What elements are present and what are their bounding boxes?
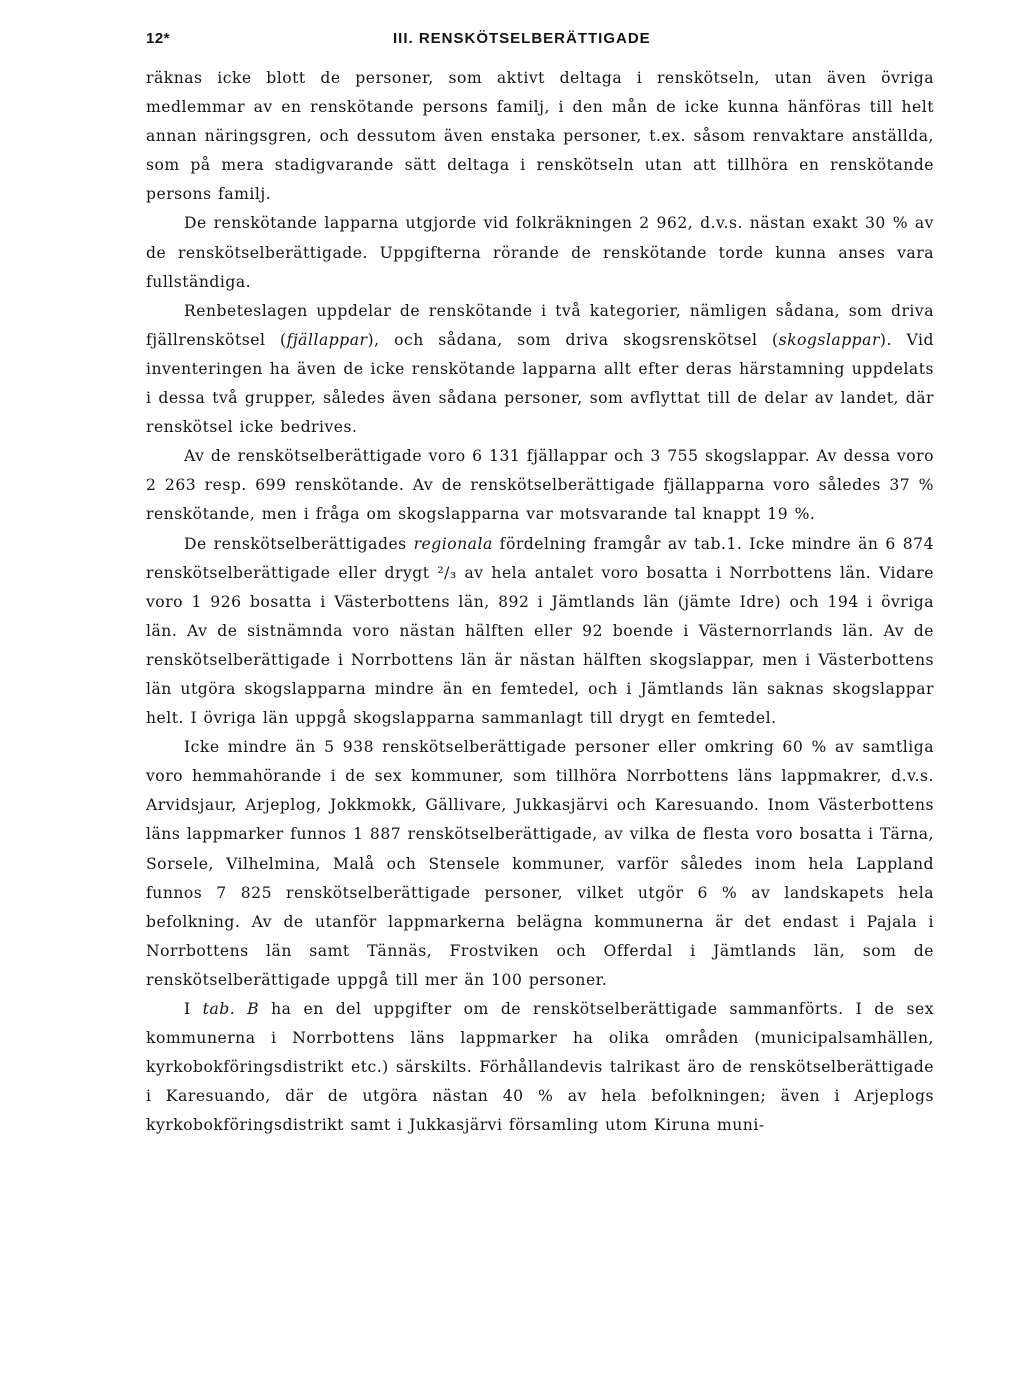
text-run: fördelning framgår av tab.1. Icke mindre än 6 874 renskötselberättigade eller drygt ²/₃ av hela antalet voro bosatta i Norrbottens län. Vidare voro 1 926 bosatta i Västerbottens län, 892 i Jämtlands län (jämte Idre) och 194 i övriga län. Av de sistnämnda voro nästan hälften eller 92 boende i Västernorrlands län. Av de renskötselberättigade i Norrbottens län är nästan hälften skogslappar, men i Västerbottens län utgöra skogslapparna mindre än en femtedel, och i Jämtlands län saknas skogslappar helt. I övriga län uppgå skogslapparna sammanlagt till drygt en femtedel.	[146, 534, 934, 728]
paragraph	[146, 995, 934, 1140]
paragraph	[146, 442, 934, 529]
italic-text: regionala	[413, 534, 493, 553]
text-run: I	[184, 1000, 203, 1018]
paragraph	[146, 64, 934, 209]
paragraph	[146, 530, 934, 734]
text-run: ha en del uppgifter om de renskötselberättigade sammanförts. I de sex kommunerna i Norrbottens läns lappmarker ha olika områden (municipalsamhällen, kyrkobokföringsdistrikt etc.) särskilts. Förhållandevis talrikast äro de renskötselberättigade i Karesuando, där de utgöra nästan 40 % av hela befolkningen; även i Arjeplogs kyrkobokföringsdistrikt samt i Jukkasjärvi församling utom Kiruna muni-	[146, 1000, 935, 1135]
text-run: räknas icke blott de personer, som aktivt deltaga i renskötseln, utan även övriga medlemmar av en renskötande persons familj, i den mån de icke kunna hänföras till helt annan näringsgren, och dessutom även enstaka personer, t.ex. såsom renvaktare anställda, som på mera stadigvarande sätt deltaga i renskötseln utan att tillhöra en renskötande persons familj.	[146, 69, 934, 204]
paragraph	[146, 297, 934, 442]
text-run: Icke mindre än 5 938 renskötselberättigade personer eller omkring 60 % av samtliga voro hemmahörande i de sex kommuner, som tillhöra Norrbottens läns lappmakrer, d.v.s. Arvidsjaur, Arjeplog, Jokkmokk, Gällivare, Jukkasjärvi och Karesuando. Inom Västerbottens läns lappmarker funnos 1 887 renskötselberättigade, av vilka de flesta voro bosatta i Tärna, Sorsele, Vilhelmina, Malå och Stensele kommuner, varför således inom hela Lappland funnos 7 825 renskötselberättigade personer, vilket utgör 6 % av landskapets hela befolkning. Av de utanför lappmarkerna belägna kommunerna är det endast i Pajala i Norrbottens län samt Tännäs, Frostviken och Offerdal i Jämtlands län, som de renskötselberättigade uppgå till mer än 100 personer.	[146, 738, 934, 989]
italic-text: skogslappar	[778, 330, 880, 349]
page-number: 12*	[146, 30, 171, 47]
paragraph	[146, 733, 934, 995]
text-run: ). Vid inventeringen ha även de icke renskötande lapparna allt efter deras härstamning uppdelats i dessa två grupper, således även sådana personer, som avflyttat till de delar av landet, där renskötsel icke bedrives.	[146, 330, 934, 437]
text-run: De renskötande lapparna utgjorde vid folkräkningen 2 962, d.v.s. nästan exakt 30 % av de renskötselberättigade. Uppgifterna rörande de renskötande torde kunna anses vara fullständiga.	[146, 214, 934, 291]
body-text	[146, 64, 934, 1140]
text-run: ), och sådana, som driva skogsrenskötsel (	[367, 330, 779, 349]
text-run: Av de renskötselberättigade voro 6 131 fjällappar och 3 755 skogslappar. Av dessa voro 2 263 resp. 699 renskötande. Av de renskötselberättigade fjällapparna voro således 37 % renskötande, men i fråga om skogslapparna var motsvarande tal knappt 19 %.	[146, 447, 934, 524]
italic-text: fjällappar	[286, 330, 368, 349]
running-title: III. RENSKÖTSELBERÄTTIGADE	[393, 30, 651, 47]
text-run: De renskötselberättigades	[184, 534, 414, 553]
page-header	[146, 30, 934, 60]
italic-text: tab. B	[202, 1000, 260, 1018]
text-run: Renbeteslagen uppdelar de renskötande i två kategorier, nämligen sådana, som driva fjällrenskötsel (	[146, 301, 934, 349]
paragraph	[146, 209, 934, 296]
